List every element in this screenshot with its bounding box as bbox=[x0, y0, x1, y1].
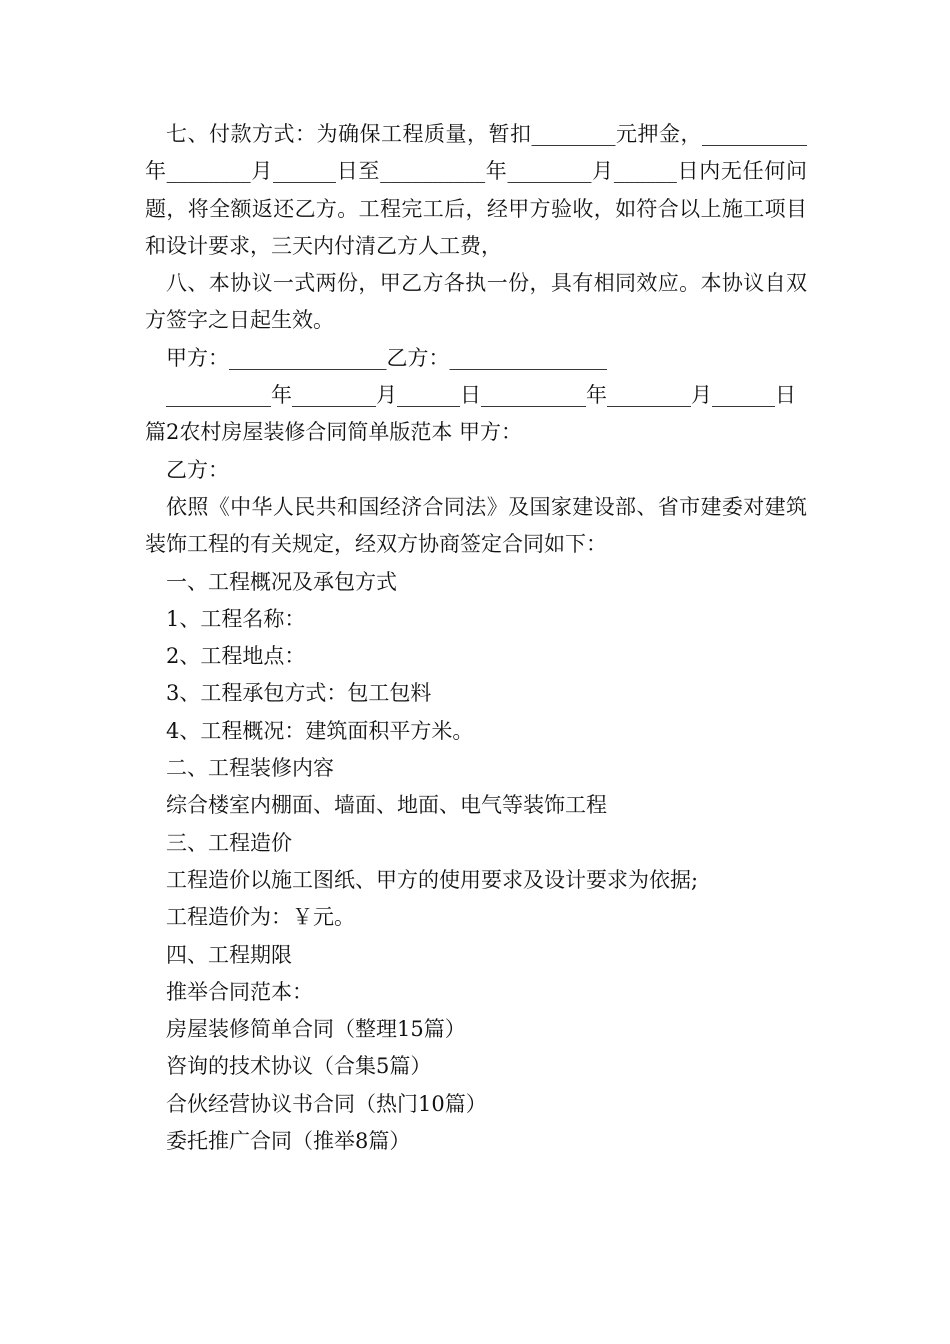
clause-payment: 七、付款方式：为确保工程质量，暂扣________元押金，__________年________月______日至__________年________月______日内无任何问题，将全额返还乙方。工程完工后，经甲方验收，如符合以上施工项目和设计要求，三天内付清乙方人工费， bbox=[145, 122, 807, 258]
related-link[interactable]: 委托推广合同（推举8篇） bbox=[166, 1129, 411, 1154]
list-item: 1、工程名称： bbox=[166, 606, 306, 631]
list-item: 四、工程期限 bbox=[166, 942, 292, 967]
signature-line: 甲方：_______________乙方：_______________ bbox=[166, 345, 607, 370]
date-line: __________年________月______日__________年________月______日 bbox=[166, 383, 796, 408]
list-item: 推举合同范本： bbox=[166, 979, 313, 1004]
list-item: 一、工程概况及承包方式 bbox=[166, 569, 397, 594]
contract-preamble: 依照《中华人民共和国经济合同法》及国家建设部、省市建委对建筑装饰工程的有关规定，经双方协商签定合同如下： bbox=[145, 494, 807, 557]
list-item: 综合楼室内棚面、墙面、地面、电气等装饰工程 bbox=[166, 793, 607, 818]
list-item: 三、工程造价 bbox=[166, 830, 292, 855]
list-item: 2、工程地点： bbox=[166, 644, 306, 669]
related-link[interactable]: 咨询的技术协议（合集5篇） bbox=[166, 1054, 432, 1079]
clause-validity: 八、本协议一式两份，甲乙方各执一份，具有相同效应。本协议自双方签字之日起生效。 bbox=[145, 271, 807, 333]
party-b-line: 乙方： bbox=[166, 457, 229, 482]
list-item: 工程造价以施工图纸、甲方的使用要求及设计要求为依据; bbox=[166, 867, 699, 892]
section-heading: 篇2农村房屋装修合同简单版范本 甲方： bbox=[145, 420, 523, 445]
list-item: 3、工程承包方式：包工包料 bbox=[166, 681, 432, 706]
related-link[interactable]: 合伙经营协议书合同（热门10篇） bbox=[166, 1091, 487, 1116]
document-body bbox=[145, 116, 807, 1160]
related-link[interactable]: 房屋装修简单合同（整理15篇） bbox=[166, 1017, 466, 1042]
list-item: 二、工程装修内容 bbox=[166, 756, 334, 781]
list-item: 工程造价为：￥元。 bbox=[166, 905, 355, 930]
list-item: 4、工程概况：建筑面积平方米。 bbox=[166, 718, 474, 743]
